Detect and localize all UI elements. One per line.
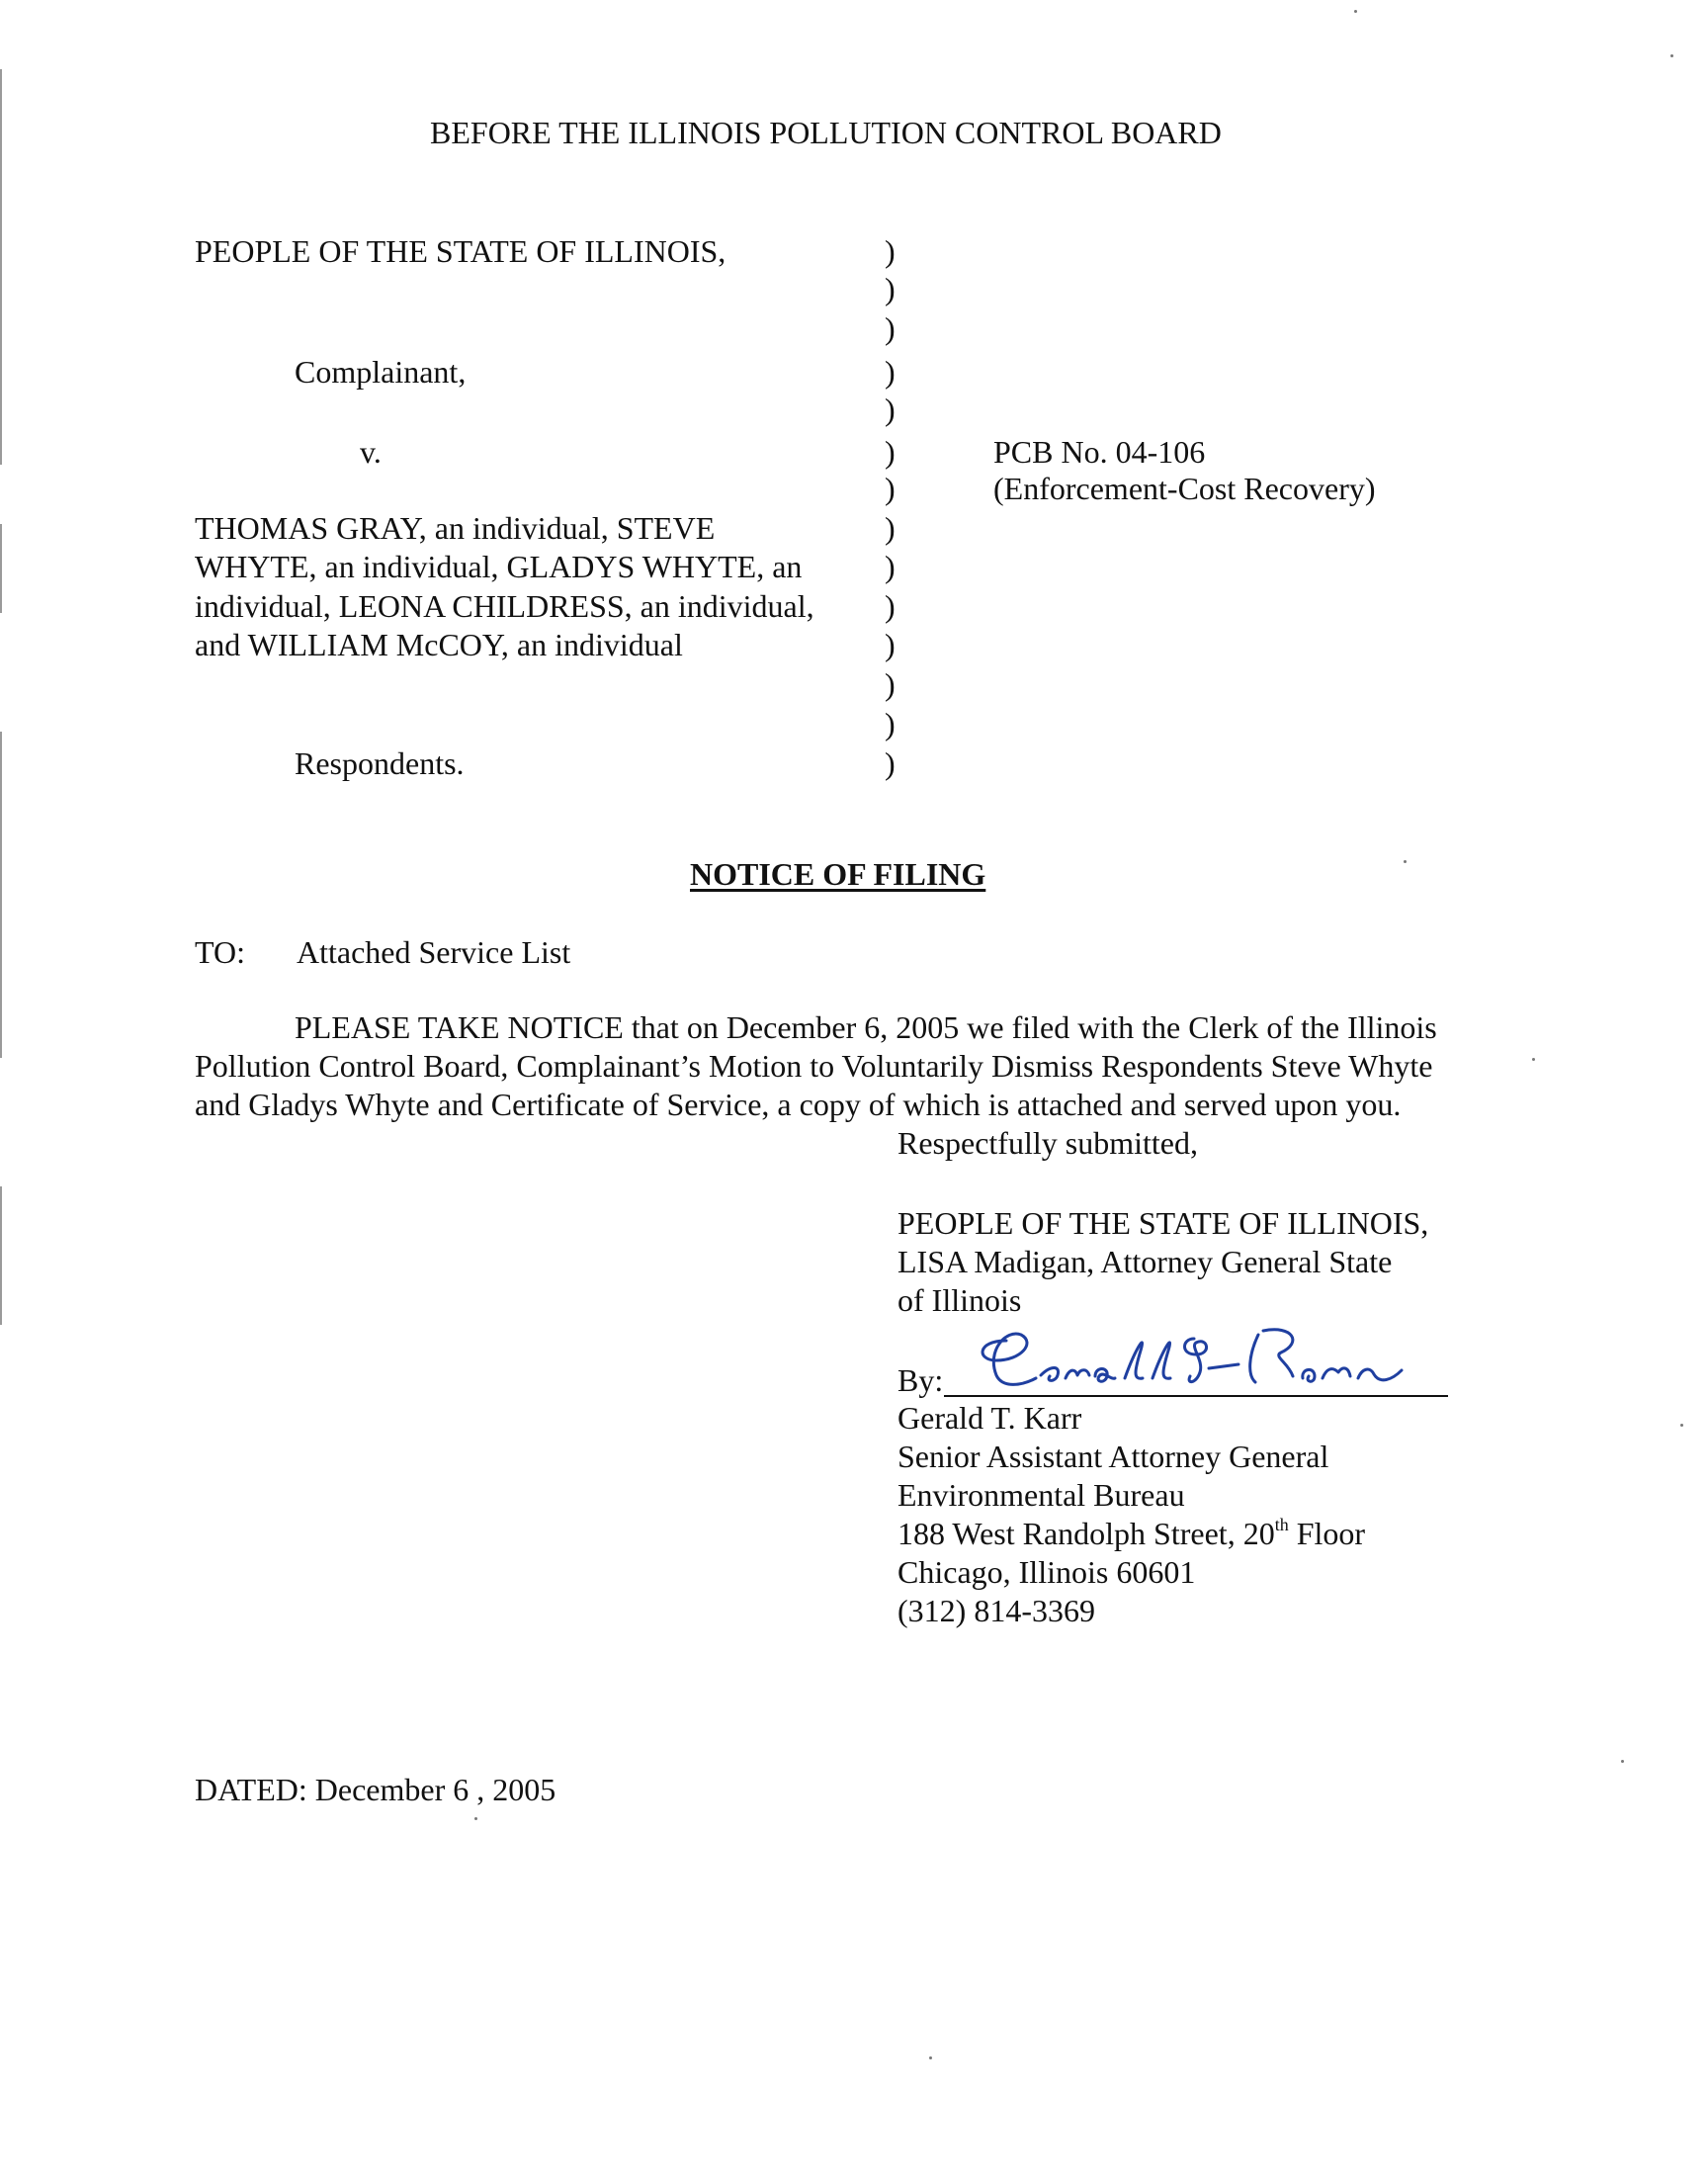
signatory-org-line: of Illinois	[897, 1282, 1022, 1318]
address-street-prefix: 188 West Randolph Street, 20	[897, 1516, 1275, 1551]
scan-edge-mark	[0, 732, 2, 1058]
caption-paren: )	[885, 510, 896, 546]
phone-number: (312) 814-3369	[897, 1593, 1095, 1628]
caption-paren: )	[885, 354, 896, 390]
to-value: Attached Service List	[297, 934, 571, 970]
to-label: TO:	[195, 934, 245, 970]
signer-name: Gerald T. Karr	[897, 1400, 1082, 1436]
scan-speck	[1532, 1058, 1535, 1061]
closing-line: Respectfully submitted,	[897, 1125, 1198, 1161]
respondent-line: and WILLIAM McCOY, an individual	[195, 627, 683, 662]
signatory-org-line: PEOPLE OF THE STATE OF ILLINOIS,	[897, 1205, 1429, 1241]
address-floor-suffix: th	[1274, 1515, 1289, 1535]
respondent-role: Respondents.	[295, 745, 465, 781]
caption-paren: )	[885, 271, 896, 306]
caption-paren: )	[885, 310, 896, 346]
by-label: By:	[897, 1362, 944, 1398]
caption-paren: )	[885, 233, 896, 269]
respondent-line: WHYTE, an individual, GLADYS WHYTE, an	[195, 549, 803, 584]
board-caption: BEFORE THE ILLINOIS POLLUTION CONTROL BOARD	[430, 115, 1222, 150]
case-number: PCB No. 04-106	[993, 434, 1206, 470]
signer-bureau: Environmental Bureau	[897, 1477, 1185, 1513]
complainant-party: PEOPLE OF THE STATE OF ILLINOIS,	[195, 233, 726, 269]
body-line: Pollution Control Board, Complainant’s Motion to Voluntarily Dismiss Respondents Steve Whyte	[195, 1048, 1433, 1084]
complainant-role: Complainant,	[295, 354, 467, 390]
notice-title: NOTICE OF FILING	[690, 856, 986, 892]
scan-speck	[1354, 10, 1357, 13]
respondent-line: individual, LEONA CHILDRESS, an individual,	[195, 588, 814, 624]
caption-paren: )	[885, 471, 896, 506]
scan-edge-mark	[0, 524, 2, 613]
scan-speck	[1404, 860, 1407, 863]
versus-label: v.	[360, 434, 382, 470]
signer-title: Senior Assistant Attorney General	[897, 1439, 1329, 1474]
scan-edge-mark	[0, 1186, 2, 1325]
scan-speck	[474, 1817, 477, 1820]
dated-line: DATED: December 6 , 2005	[195, 1772, 556, 1807]
address-city: Chicago, Illinois 60601	[897, 1554, 1196, 1590]
caption-paren: )	[885, 666, 896, 702]
scan-speck	[929, 2056, 932, 2059]
signatory-org-line: LISA Madigan, Attorney General State	[897, 1244, 1393, 1279]
caption-paren: )	[885, 627, 896, 662]
caption-paren: )	[885, 745, 896, 781]
caption-paren: )	[885, 434, 896, 470]
caption-paren: )	[885, 549, 896, 584]
scan-edge-mark	[0, 69, 2, 465]
body-line: PLEASE TAKE NOTICE that on December 6, 2005 we filed with the Clerk of the Illinois	[295, 1009, 1437, 1045]
address-floor-word: Floor	[1288, 1516, 1366, 1551]
caption-paren: )	[885, 588, 896, 624]
address-street	[897, 1515, 1366, 1551]
handwritten-signature	[967, 1321, 1421, 1400]
caption-paren: )	[885, 392, 896, 427]
case-type: (Enforcement-Cost Recovery)	[993, 471, 1376, 506]
respondent-line: THOMAS GRAY, an individual, STEVE	[195, 510, 716, 546]
scan-speck	[1621, 1760, 1624, 1763]
scan-speck	[1680, 1424, 1683, 1427]
scan-speck	[1670, 54, 1673, 57]
body-line: and Gladys Whyte and Certificate of Service, a copy of which is attached and served upon you.	[195, 1087, 1402, 1122]
caption-paren: )	[885, 706, 896, 742]
